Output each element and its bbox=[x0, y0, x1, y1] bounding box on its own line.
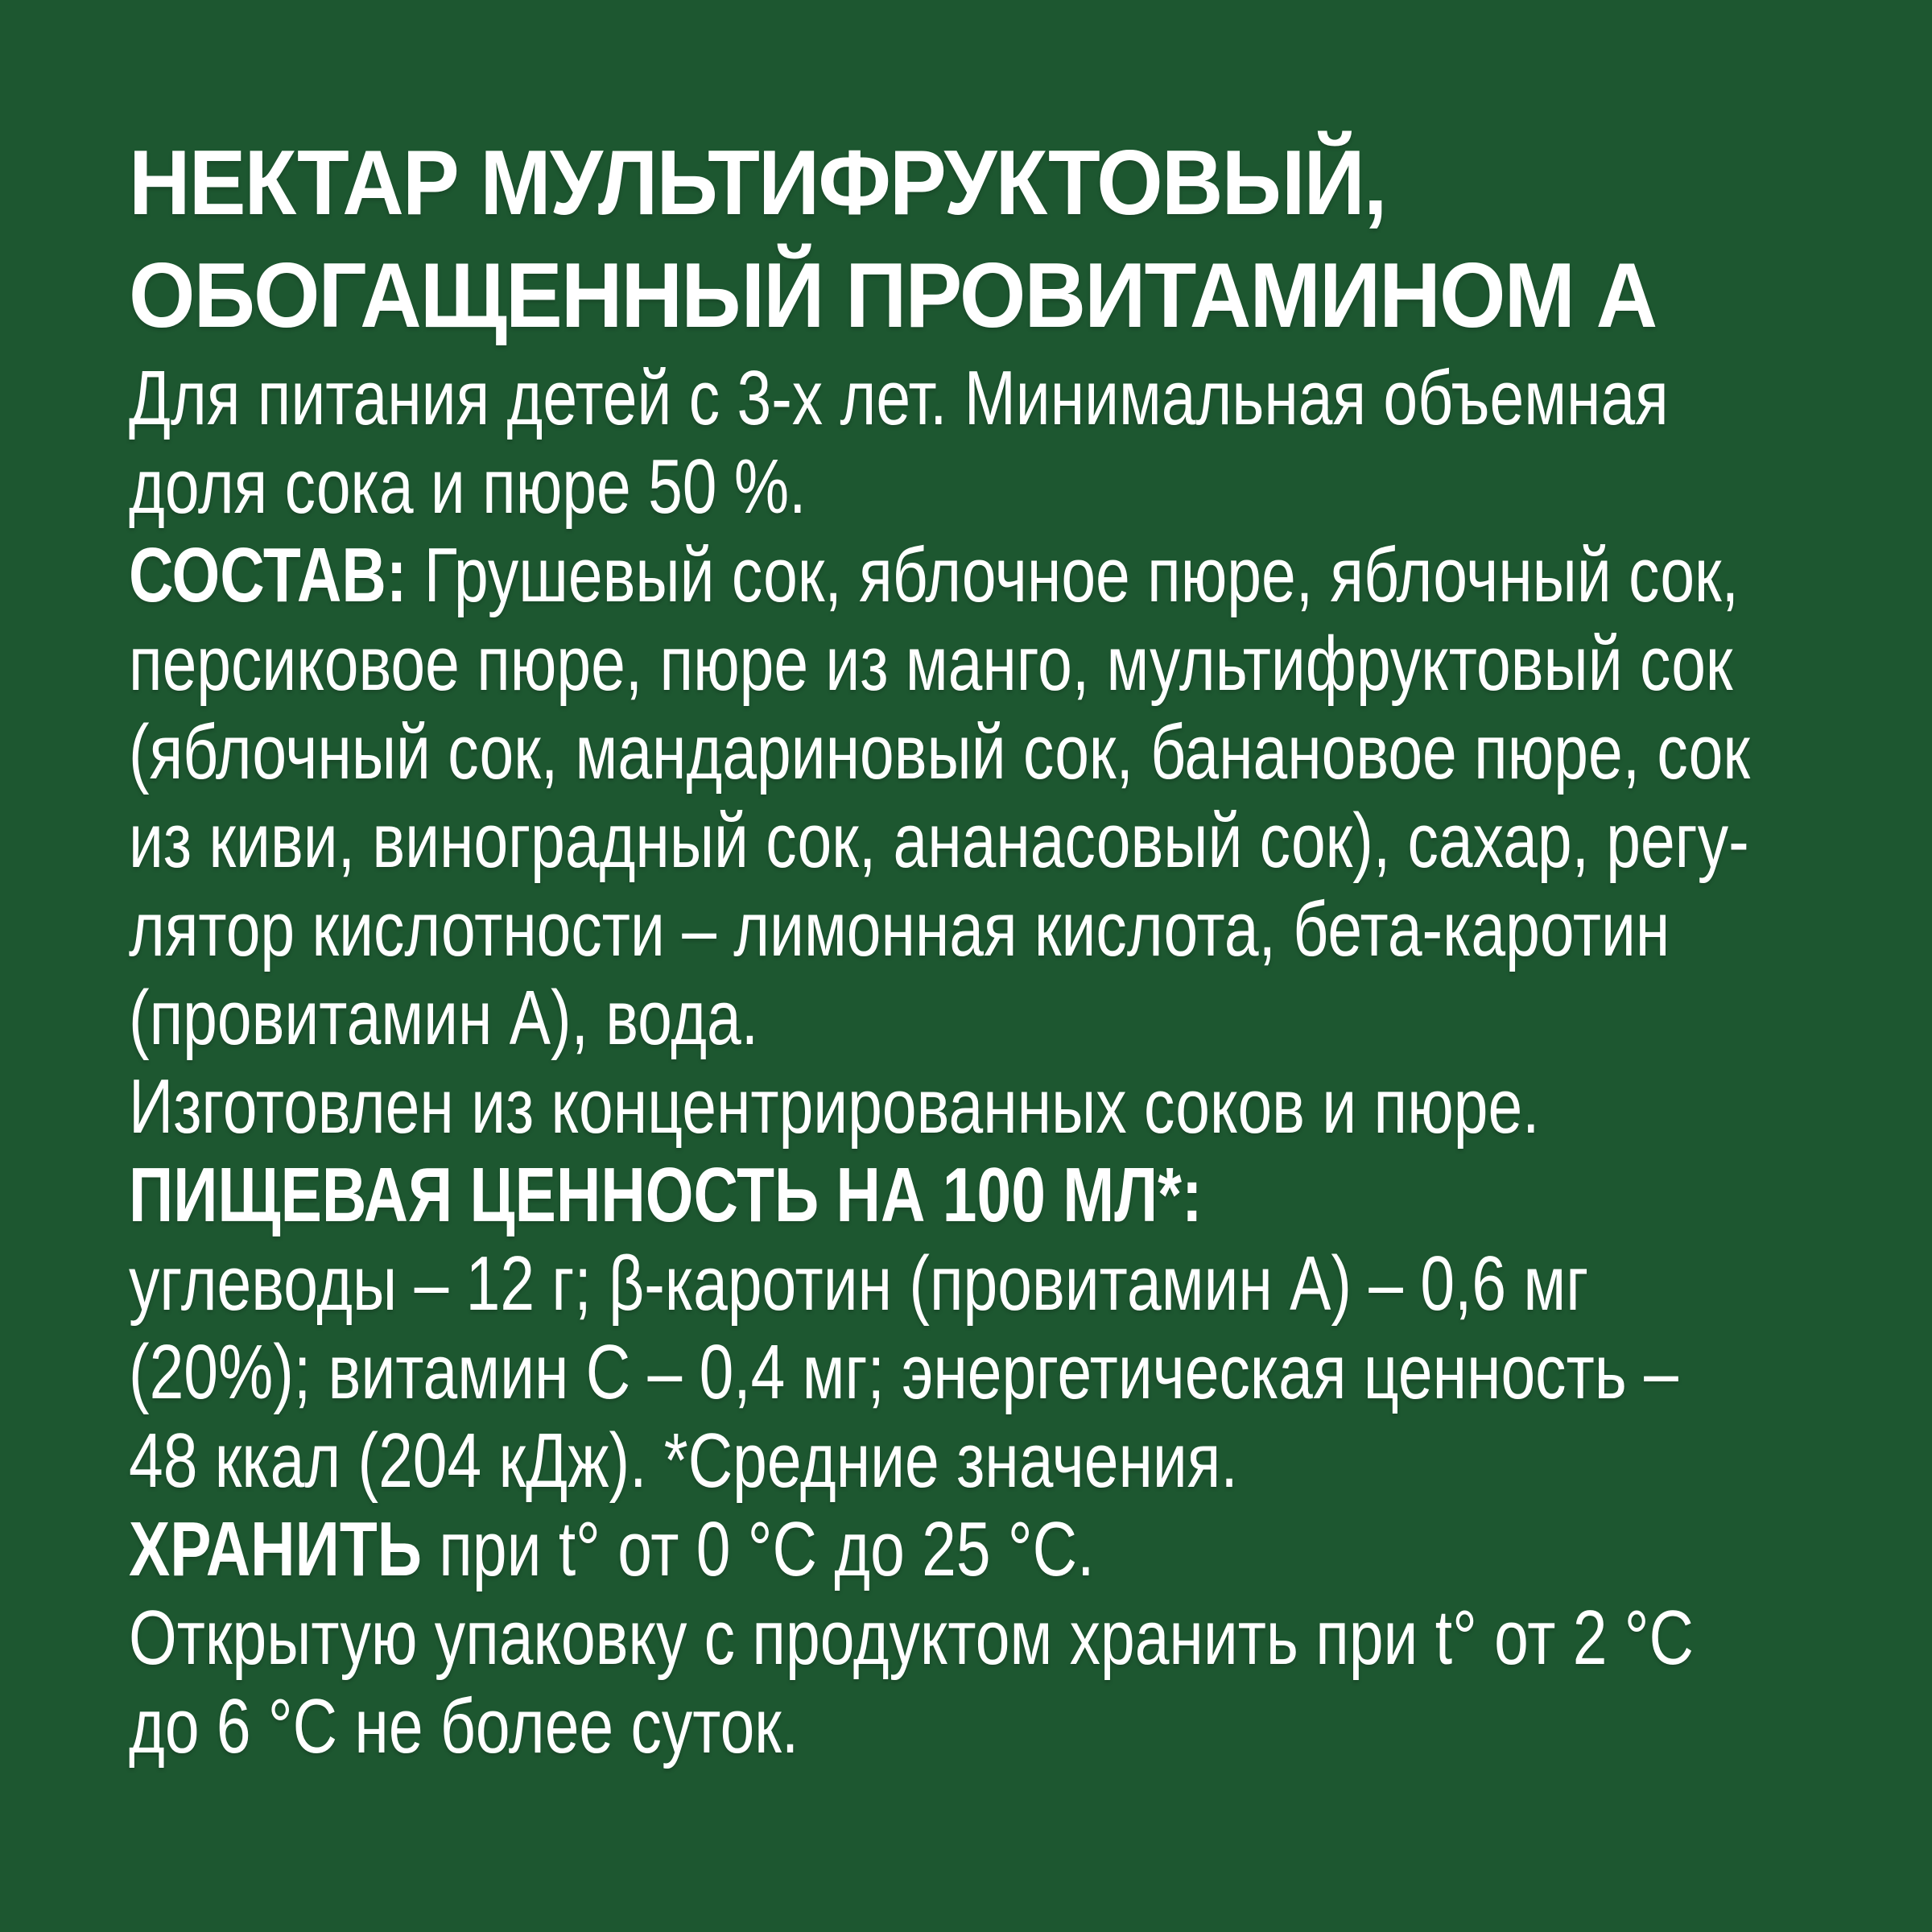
label-line-made-from bbox=[129, 1063, 1750, 1151]
label-line-composition-5 bbox=[129, 886, 1750, 974]
label-line-composition-1 bbox=[129, 531, 1750, 620]
label-line-storage-1 bbox=[129, 1505, 1750, 1594]
line-text: при t° от 0 °С до 25 °С. bbox=[439, 1506, 1095, 1592]
line-text: углеводы – 12 г; β-каротин (провитамин А) – 0,6 мг bbox=[129, 1241, 1589, 1327]
product-title bbox=[129, 127, 1932, 353]
label-line-storage-3 bbox=[129, 1682, 1750, 1771]
line-text: (провитамин А), вода. bbox=[129, 975, 759, 1061]
label-line-composition-3 bbox=[129, 708, 1750, 797]
line-text: Грушевый сок, яблочное пюре, яблочный сок, bbox=[423, 532, 1739, 618]
label-line-nutrition-header bbox=[129, 1151, 1750, 1240]
line-text: (яблочный сок, мандариновый сок, банановое пюре, сок bbox=[129, 709, 1750, 795]
label-body bbox=[129, 354, 1750, 1771]
line-text: лятор кислотности – лимонная кислота, бета-каротин bbox=[129, 886, 1670, 972]
label-line-storage-2 bbox=[129, 1594, 1750, 1682]
label-content bbox=[129, 127, 1932, 1771]
label-line-intro-2 bbox=[129, 443, 1750, 531]
label-line-nutrition-3 bbox=[129, 1417, 1750, 1505]
label-line-intro-1 bbox=[129, 354, 1750, 443]
label-line-nutrition-2 bbox=[129, 1328, 1750, 1417]
label-line-nutrition-1 bbox=[129, 1240, 1750, 1328]
line-text: персиковое пюре, пюре из манго, мультифруктовый сок bbox=[129, 621, 1733, 707]
line-text: 48 ккал (204 кДж). *Средние значения. bbox=[129, 1418, 1238, 1504]
label-line-composition-6 bbox=[129, 974, 1750, 1063]
line-text: до 6 °С не более суток. bbox=[129, 1683, 799, 1769]
storage-label: ХРАНИТЬ bbox=[129, 1506, 440, 1592]
line-text: Изготовлен из концентрированных соков и пюре. bbox=[129, 1063, 1540, 1150]
product-title-line-1: НЕКТАР МУЛЬТИФРУКТОВЫЙ, bbox=[129, 132, 1386, 234]
line-text: Открытую упаковку с продуктом хранить при t° от 2 °С bbox=[129, 1595, 1694, 1681]
product-title-line-2: ОБОГАЩЕННЫЙ ПРОВИТАМИНОМ А bbox=[129, 245, 1657, 347]
line-text: из киви, виноградный сок, ананасовый сок), сахар, регу- bbox=[129, 798, 1749, 884]
label-line-composition-2 bbox=[129, 620, 1750, 708]
label-line-composition-4 bbox=[129, 797, 1750, 886]
line-text: Для питания детей с 3-х лет. Минимальная объемная bbox=[129, 355, 1669, 441]
nutrition-label: ПИЩЕВАЯ ЦЕННОСТЬ НА 100 МЛ*: bbox=[129, 1152, 1203, 1238]
line-text: доля сока и пюре 50 %. bbox=[129, 444, 807, 530]
composition-label: СОСТАВ: bbox=[129, 532, 424, 618]
line-text: (20%); витамин С – 0,4 мг; энергетическая ценность – bbox=[129, 1329, 1678, 1415]
